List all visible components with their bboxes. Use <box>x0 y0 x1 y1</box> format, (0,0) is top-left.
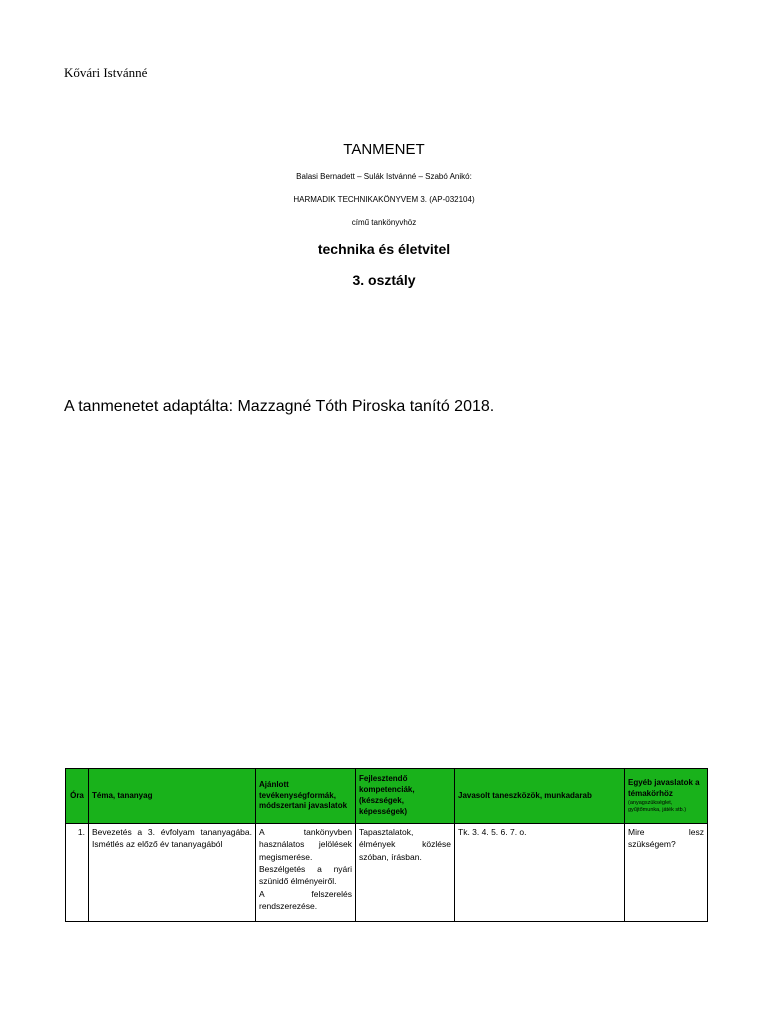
cell-ajanlott <box>256 824 356 922</box>
ajanlott-line-3: A felszerelés rendszerezése. <box>259 888 352 911</box>
table-header-row <box>66 769 708 824</box>
author-name: Kővári Istvánné <box>64 65 148 80</box>
cell-eszkozok: Tk. 3. 4. 5. 6. 7. o. <box>455 824 625 922</box>
adapted-by-line: A tanmenetet adaptálta: Mazzagné Tóth Piroska tanító 2018. <box>64 398 495 415</box>
authors-line: Balasi Bernadett – Sulák Istvánné – Szabó Anikó: <box>296 172 472 181</box>
document-title: TANMENET <box>343 141 425 158</box>
table-row <box>66 824 708 922</box>
tema-line-2: Ismétlés az előző év tananyagából <box>92 839 223 850</box>
ajanlott-line-1: A tankönyvben használatos jelölések megismerése. <box>259 827 352 862</box>
cell-ora: 1. <box>66 824 89 922</box>
cell-tema <box>89 824 256 922</box>
lesson-plan-table <box>65 768 708 922</box>
header-egyeb-label: Egyéb javaslatok a témakörhöz <box>628 778 700 798</box>
cell-egyeb: Mire lesz szükségem? <box>625 824 708 922</box>
header-eszkozok: Javasolt taneszközök, munkadarab <box>455 769 625 824</box>
subject-title: technika és életvitel <box>317 241 451 257</box>
header-egyeb <box>625 769 708 824</box>
grade-title: 3. osztály <box>352 272 416 288</box>
book-line: HARMADIK TECHNIKAKÖNYVEM 3. (AP-032104) <box>293 195 475 204</box>
ajanlott-line-2: Beszélgetés a nyári szünidő élményeiről. <box>259 863 352 887</box>
tema-line-1: Bevezetés a 3. évfolyam tananyagába. <box>92 827 252 837</box>
header-ora: Óra <box>66 769 89 824</box>
header-tema: Téma, tananyag <box>89 769 256 824</box>
header-ajanlott: Ajánlott tevékenységformák, módszertani javaslatok <box>256 769 356 824</box>
for-book-line: című tankönyvhöz <box>351 218 417 227</box>
header-egyeb-note: (anyagszükséglet, gyűjtőmunka, játék stb.) <box>628 799 687 813</box>
header-fejlesztendo: Fejlesztendő kompetenciák, (készségek, képességek) <box>356 769 455 824</box>
cell-fejlesztendo: Tapasztalatok, élmények közlése szóban, írásban. <box>356 824 455 922</box>
